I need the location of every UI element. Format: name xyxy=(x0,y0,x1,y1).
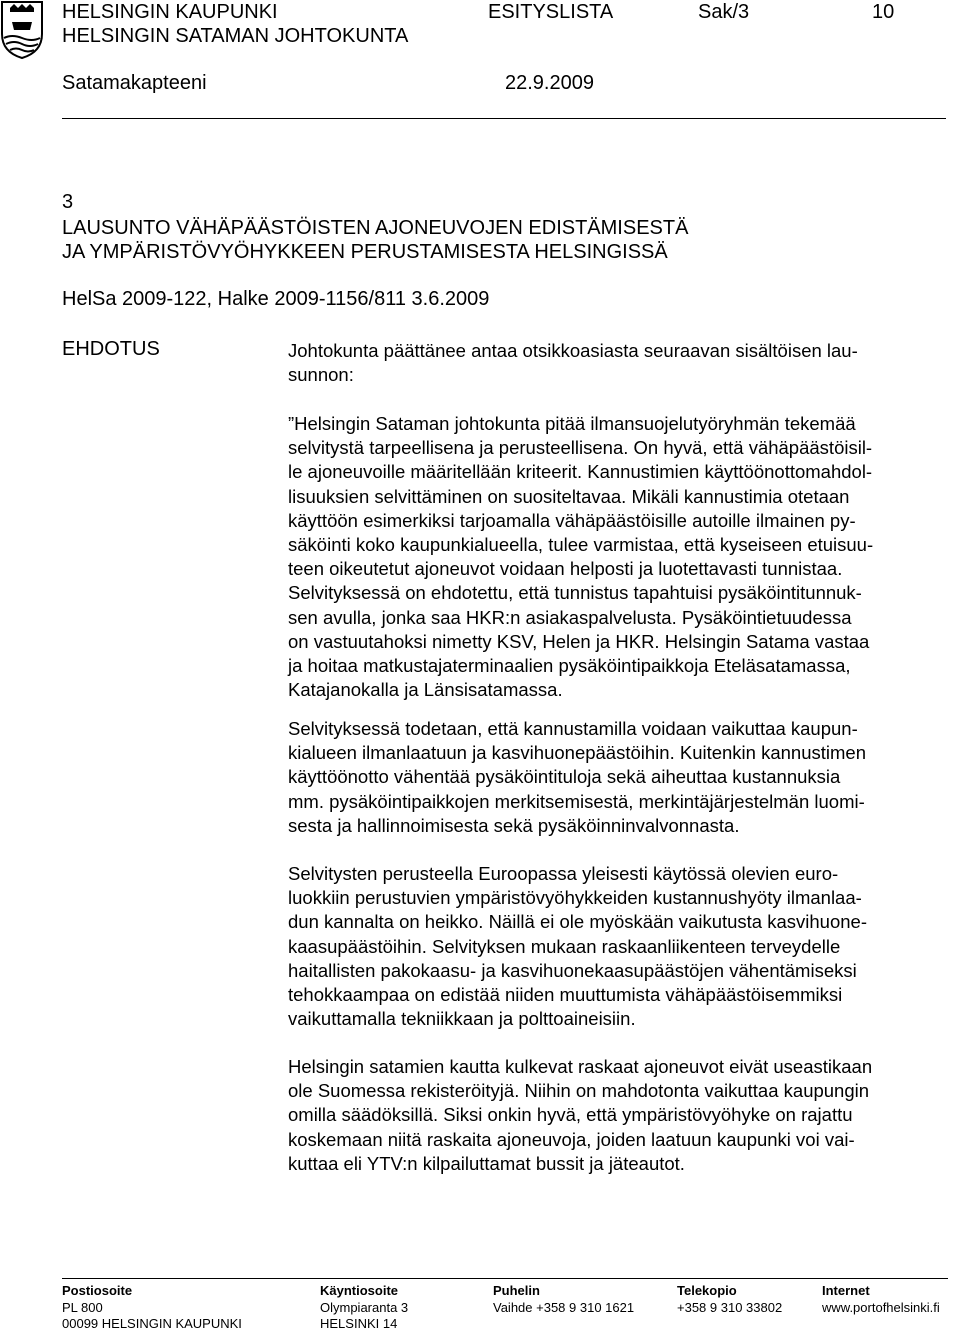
page-number: 10 xyxy=(872,1,895,23)
header-divider xyxy=(62,118,946,119)
footer-value: www.portofhelsinki.fi xyxy=(822,1299,940,1315)
footer-fax xyxy=(677,1283,782,1316)
section-label: Sak/3 xyxy=(698,1,750,23)
text-line: lisuuksien selvittäminen on suositeltavaa. Mikäli kannustimia otetaan xyxy=(288,485,850,507)
text-line: Katajanokalla ja Länsisatamassa. xyxy=(288,679,563,701)
footer-label: Postiosoite xyxy=(62,1283,133,1298)
item-reference: HelSa 2009-122, Halke 2009-1156/811 3.6.2009 xyxy=(62,288,490,310)
text-line: sunnon: xyxy=(288,364,354,386)
text-line: käyttöönotto vähentää pysäköintituloja sekä aiheuttaa kustannuksia xyxy=(288,766,841,788)
footer-value: 00099 HELSINGIN KAUPUNKI xyxy=(62,1316,242,1331)
proposal-label: EHDOTUS xyxy=(62,338,160,360)
text-line: tehokkaampaa on edistää niiden muuttumista vähäpäästöisemmiksi xyxy=(288,984,843,1006)
footer-internet xyxy=(822,1283,940,1316)
item-number: 3 xyxy=(62,191,74,213)
text-line: sen avulla, jonka saa HKR:n asiakaspalvelusta. Pysäköintietuudessa xyxy=(288,606,852,628)
org-unit: HELSINGIN SATAMAN JOHTOKUNTA xyxy=(62,25,409,47)
item-title-line-1: LAUSUNTO VÄHÄPÄÄSTÖISTEN AJONEUVOJEN EDISTÄMISESTÄ xyxy=(62,217,689,239)
text-line: Johtokunta päättänee antaa otsikkoasiasta seuraavan sisältöisen lau- xyxy=(288,340,858,361)
footer-value: +358 9 310 33802 xyxy=(677,1299,783,1315)
text-line: kuttaa eli YTV:n kilpailuttamat bussit ja jäteautot. xyxy=(288,1152,685,1174)
text-line: kialueen ilmanlaatuun ja kasvihuonepäästöihin. Kuitenkin kannustimen xyxy=(288,742,866,764)
proposal-intro xyxy=(288,339,858,387)
text-line: mm. pysäköintipaikkojen merkitsemisestä, merkintäjärjestelmän luomi- xyxy=(288,790,865,812)
item-title-line-2: JA YMPÄRISTÖVYÖHYKKEEN PERUSTAMISESTA HELSINGISSÄ xyxy=(62,241,668,263)
text-line: Helsingin satamien kautta kulkevat raskaat ajoneuvot eivät useastikaan xyxy=(288,1056,873,1077)
text-line: Selvityksessä todetaan, että kannustamilla voidaan vaikuttaa kaupun- xyxy=(288,718,858,739)
text-line: käyttöön esimerkiksi tarjoamalla vähäpäästöisille autoille ilmainen py- xyxy=(288,509,856,531)
text-line: ”Helsingin Sataman johtokunta pitää ilmansuojelutyöryhmän tekemää xyxy=(288,413,856,434)
footer-label: Käyntiosoite xyxy=(320,1283,399,1298)
text-line: luokkiin perustuvien ympäristövyöhykkeiden kustannushyöty ilmanlaa- xyxy=(288,887,862,909)
footer-label: Telekopio xyxy=(677,1283,737,1298)
statement-paragraph-1 xyxy=(288,412,873,702)
footer-divider xyxy=(62,1278,948,1279)
org-name: HELSINGIN KAUPUNKI xyxy=(62,1,278,23)
footer-value: PL 800 xyxy=(62,1299,103,1315)
text-line: le ajoneuvoille määritellään kriteerit. Kannustimien käyttöönottomahdol- xyxy=(288,461,873,483)
footer-value: Olympiaranta 3 xyxy=(320,1299,409,1315)
text-line: omilla säädöksillä. Siksi onkin hyvä, että ympäristövyöhyke on rajattu xyxy=(288,1104,853,1126)
footer-value: Vaihde +358 9 310 1621 xyxy=(493,1299,635,1315)
footer-visiting-address xyxy=(320,1283,408,1333)
text-line: teen oikeutetut ajoneuvot voidaan helposti ja luotettavasti tunnistaa. xyxy=(288,558,843,580)
statement-paragraph-4 xyxy=(288,1055,872,1176)
footer-value: HELSINKI 14 xyxy=(320,1316,398,1331)
text-line: koskemaan niitä raskaita ajoneuvoja, joiden laatuun kaupunki voi vai- xyxy=(288,1128,855,1150)
footer-label: Puhelin xyxy=(493,1283,540,1298)
text-line: sesta ja hallinnoimisesta sekä pysäköinninvalvonnasta. xyxy=(288,814,740,836)
text-line: dun kannalta on heikko. Näillä ei ole myöskään vaikutusta kasvihuone- xyxy=(288,911,867,933)
text-line: selvitystä tarpeellisena ja perusteellisena. On hyvä, että vähäpäästöisil- xyxy=(288,437,873,459)
statement-paragraph-2 xyxy=(288,717,866,838)
text-line: Selvitysten perusteella Euroopassa yleisesti käytössä olevien euro- xyxy=(288,863,839,884)
helsinki-coat-of-arms-logo xyxy=(0,0,44,60)
footer-postal-address xyxy=(62,1283,242,1333)
text-line: on vastuutahoksi nimetty KSV, Helen ja HKR. Helsingin Satama vastaa xyxy=(288,630,870,652)
footer-phone xyxy=(493,1283,634,1316)
statement-paragraph-3 xyxy=(288,862,867,1031)
footer-label: Internet xyxy=(822,1283,870,1298)
text-line: kaasupäästöihin. Selvityksen mukaan raskaanliikenteen terveydelle xyxy=(288,935,841,957)
text-line: Selvityksessä on ehdotettu, että tunnistus tapahtuisi pysäköintitunnuk- xyxy=(288,582,862,604)
text-line: säköinti koko kaupunkialueella, tulee varmistaa, että kyseiseen etuisuu- xyxy=(288,534,874,556)
text-line: ja hoitaa matkustajaterminaalien pysäköintipaikkoja Eteläsatamassa, xyxy=(288,655,851,677)
text-line: vaikuttamalla tekniikkaan ja polttoaineisiin. xyxy=(288,1008,636,1030)
text-line: haitallisten pakokaasu- ja kasvihuonekaasupäästöjen vähentämiseksi xyxy=(288,959,857,981)
meeting-date: 22.9.2009 xyxy=(505,72,594,94)
text-line: ole Suomessa rekisteröityjä. Niihin on mahdotonta vaikuttaa kaupungin xyxy=(288,1080,870,1102)
doc-type: ESITYSLISTA xyxy=(488,1,614,23)
official-title: Satamakapteeni xyxy=(62,72,207,94)
